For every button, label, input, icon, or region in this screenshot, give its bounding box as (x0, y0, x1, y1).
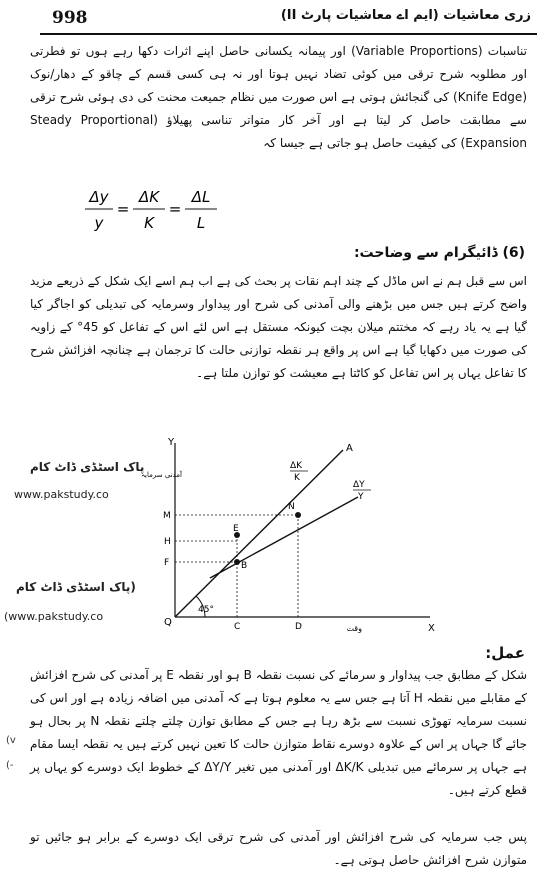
point-n (295, 512, 301, 518)
formula-num-1: Δy (89, 188, 109, 206)
growth-formula (85, 180, 235, 238)
section-heading-process: عمل: (485, 644, 525, 662)
delta-y-num: ΔY (353, 480, 365, 490)
formula-den-2: K (144, 214, 154, 232)
label-h: H (164, 537, 171, 547)
label-d: D (295, 622, 302, 632)
label-e: E (233, 524, 239, 534)
label-f: F (164, 558, 170, 568)
formula-den-1: y (94, 214, 104, 232)
origin-label: Q (164, 617, 172, 628)
header-rule (40, 33, 537, 35)
paragraph-diagram-explanation: اس سے قبل ہم نے اس ماڈل کے چند اہم نقات پر بحث کی ہے اب ہم اسے ایک شکل کے ذریعے مزید واضح کرتے ہیں جس میں بڑھنے والی آمدنی کی شرح اور پیداوار وسرمایہ کی تبدیلی کو اجاگر کیا گیا ہے یہ یاد رہے کہ مختتم میلان بچت کیونکہ مستقل ہے اس لئے اس کے تفاعل کو 45° کے زاویہ کی صورت میں دکھایا گیا ہے اس پر واقع ہر نقطہ توازنی حالت کا ترجمان ہے چنانچہ افزائش شرح کا تفاعل یہاں پر اس تفاعل کو کاٹتا ہے معیشت کو توازن ملتا ہے۔ (30, 274, 527, 380)
paragraph-process: شکل کے مطابق جب پیداوار و سرمائے کی نسبت نقطہ B ہو اور نقطہ E پر آمدنی کی شرح افزائش کے مقابلے میں نقطہ H آتا ہے جس سے یہ معلوم ہوتا ہے کہ آمدنی میں اضافہ زیادہ ہے اور اس کی نسبت سرمایہ تھوڑی نسبت سے بڑھ رہا ہے جس کے مطابق توازن چلتے چلتے نقطہ N پر بحال ہو جائے گا جہاں پر اس کے علاوہ دوسرے نقاط متوازن حالت کا تعین نہیں کرتے ہیں یہ نقطہ ایسا مقام ہے جہاں پر سرمائے میں تبدیلی ΔK/K اور آمدنی میں تغیر ΔY/Y کے خطوط ایک دوسرے کو یہاں پر قطع کرتے ہیں۔ (30, 668, 528, 797)
watermark-url-1: www.pakstudy.co (14, 488, 109, 501)
line-45 (175, 450, 343, 617)
formula-den-3: L (196, 214, 206, 232)
margin-mark-1: (v (6, 735, 16, 746)
x-axis-label: X (428, 623, 435, 634)
label-n: N (288, 502, 295, 512)
paragraph-conclusion: پس جب سرمایہ کی شرح افزائش اور آمدنی کی شرح ترقی ایک دوسرے کے برابر ہو جائیں تو متوازن شرح افزائش حاصل ہوتی ہے۔ (30, 830, 527, 867)
x-axis-caption: وقت (346, 624, 362, 633)
formula-eq-1: = (116, 200, 130, 218)
delta-y-den: Y (358, 492, 364, 502)
formula-eq-2: = (168, 200, 182, 218)
y-axis-label: Y (168, 437, 175, 448)
watermark-urdu-1: پاک اسٹڈی ڈاٹ کام (30, 460, 145, 474)
formula-num-2: ΔK (138, 188, 160, 206)
line-a-label: A (346, 443, 353, 454)
label-m: M (163, 511, 171, 521)
delta-k-den: K (294, 473, 300, 483)
paragraph-intro: تناسبات (Variable Proportions) اور پیمانہ یکسانی حاصل اپنے اثرات دکھا رہے ہوں تو فطرتی اور مطلوبہ شرح ترقی میں کوئی تضاد نہیں ہوتا اور نہ ہی کسی قسم کے چاقو کے دھار/نوک (Knife Edge) کی گنجائش ہوتی ہے اس صورت میں نظام جمیعت محنت کی دی ہوئی شرح ترقی سے مطابقت حاصل کر لیتا ہے اور آخر کار متواتر تناسی پھیلاؤ (Steady Proportional Expansion) کی کیفیت حاصل ہو جاتی ہے جیسا کہ (30, 44, 527, 150)
watermark-url-2: (www.pakstudy.co (4, 610, 104, 623)
running-header: زری معاشیات (ایم اے معاشیات پارٹ II) (280, 8, 531, 23)
y-axis-caption: آمدنی سرمایہ (140, 471, 182, 479)
label-c: C (234, 622, 241, 632)
section-heading-diagram: (6) ڈائیگرام سے وضاحت: (353, 245, 525, 261)
delta-k-num: ΔK (290, 461, 303, 471)
angle-label: 45° (198, 605, 214, 615)
page-number: 998 (52, 8, 88, 28)
formula-num-3: ΔL (191, 188, 211, 206)
label-b: B (241, 561, 248, 571)
margin-mark-2: (- (6, 760, 14, 771)
watermark-urdu-2: (پاک اسٹڈی ڈاٹ کام (16, 580, 136, 594)
growth-diagram (140, 435, 440, 635)
point-b (234, 559, 240, 565)
